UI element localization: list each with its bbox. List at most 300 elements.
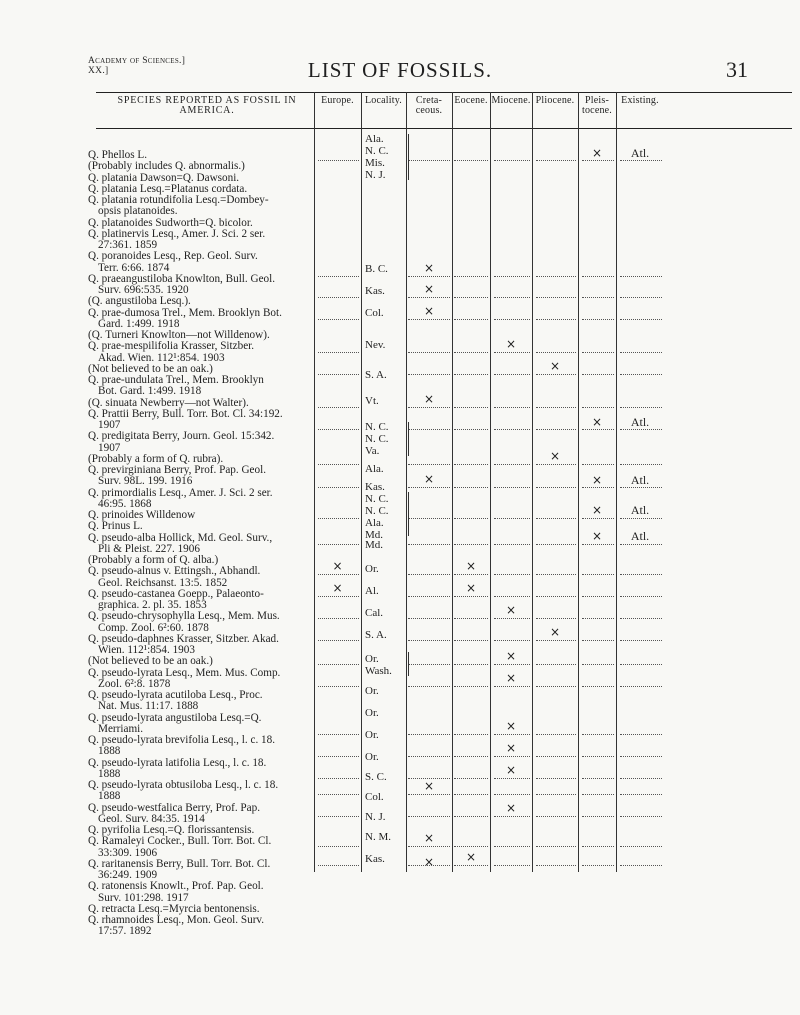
species-line: Terr. 6:66. 1874 (98, 261, 170, 274)
leader-dots (318, 407, 359, 408)
leader-dots (536, 374, 576, 375)
leader-dots (620, 574, 662, 575)
leader-dots (494, 640, 530, 641)
species-line: Q. pseudo-lyrata Lesq., Mem. Mus. Comp. (88, 666, 281, 679)
species-line: Q. pseudo-lyrata latifolia Lesq., l. c. 18. (88, 756, 267, 769)
species-line: Q. pseudo-chrysophylla Lesq., Mem. Mus. (88, 610, 280, 623)
presence-mark: × (423, 261, 435, 275)
species-line: Bot. Gard. 1:499. 1918 (98, 385, 202, 398)
leader-dots (620, 865, 662, 866)
leader-dots (318, 734, 359, 735)
locality-value: Md. (365, 529, 384, 541)
leader-dots (582, 865, 614, 866)
leader-dots (318, 374, 359, 375)
leader-dots (494, 487, 530, 488)
species-line: Geol. Reichsanst. 13:5. 1852 (98, 576, 228, 589)
species-line: Q. Prattii Berry, Bull. Torr. Bot. Cl. 34:192. (88, 407, 283, 420)
presence-mark: × (423, 304, 435, 318)
species-line: Surv. 101:298. 1917 (98, 891, 189, 904)
leader-dots (536, 276, 576, 277)
leader-dots (494, 352, 530, 353)
presence-mark: × (505, 671, 517, 685)
presence-mark: × (505, 763, 517, 777)
leader-dots (620, 596, 662, 597)
leader-dots (582, 574, 614, 575)
leader-dots (454, 464, 488, 465)
leader-dots (318, 686, 359, 687)
grid-layer (96, 92, 792, 872)
leader-dots (454, 407, 488, 408)
species-line: Q. prae-mespilifolia Krasser, Sitzber. (88, 340, 255, 353)
leader-dots (318, 518, 359, 519)
leader-dots (454, 352, 488, 353)
leader-dots (536, 319, 576, 320)
species-line: (Q. sinuata Newberry—not Walter). (88, 396, 249, 409)
leader-dots (582, 544, 614, 545)
species-line: Q. pseudo-daphnes Krasser, Sitzber. Akad. (88, 632, 279, 645)
presence-mark: × (505, 603, 517, 617)
leader-dots (620, 618, 662, 619)
locality-value: Md. (365, 539, 384, 551)
leader-dots (318, 319, 359, 320)
leader-dots (620, 407, 662, 408)
species-line: Q. pseudo-castanea Goepp., Palaeonto- (88, 587, 264, 600)
presence-mark: × (505, 649, 517, 663)
presence-mark: × (549, 625, 561, 639)
species-line: Q. Prinus L. (88, 520, 143, 533)
leader-dots (494, 778, 530, 779)
species-line: 36:249. 1909 (98, 869, 158, 881)
species-line: (Not believed to be an oak.) (88, 655, 213, 668)
species-line: Q. pyrifolia Lesq.=Q. florissantensis. (88, 824, 255, 836)
leader-dots (318, 429, 359, 430)
species-line: Q. poranoides Lesq., Rep. Geol. Surv. (88, 250, 258, 263)
species-line: Akad. Wien. 112¹:854. 1903 (98, 351, 225, 364)
leader-dots (620, 686, 662, 687)
page-title: LIST OF FOSSILS. (307, 58, 493, 82)
locality-value: N. C. (365, 421, 389, 433)
leader-dots (408, 374, 450, 375)
species-line: Q. pseudo-alnus v. Ettingsh., Abhandl. (88, 565, 261, 578)
leader-dots (408, 640, 450, 641)
leader-dots (620, 297, 662, 298)
presence-mark: × (591, 473, 603, 487)
leader-dots (454, 374, 488, 375)
leader-dots (620, 487, 662, 488)
leader-dots (454, 778, 488, 779)
species-line: 27:361. 1859 (98, 239, 158, 251)
leader-dots (318, 487, 359, 488)
locality-value: N. C. (365, 505, 389, 517)
leader-dots (536, 464, 576, 465)
species-line: Q. praeangustiloba Knowlton, Bull. Geol. (88, 272, 276, 285)
leader-dots (582, 464, 614, 465)
leader-dots (582, 352, 614, 353)
leader-dots (494, 297, 530, 298)
leader-dots (494, 664, 530, 665)
leader-dots (408, 618, 450, 619)
leader-dots (582, 734, 614, 735)
leader-dots (494, 407, 530, 408)
leader-dots (318, 574, 359, 575)
leader-dots (536, 574, 576, 575)
leader-dots (536, 407, 576, 408)
species-line: Q. predigitata Berry, Journ. Geol. 15:342. (88, 430, 275, 443)
leader-dots (620, 352, 662, 353)
locality-value: Kas. (365, 853, 385, 865)
species-line: Q. Phellos L. (88, 149, 148, 161)
locality-value: Or. (365, 653, 379, 665)
presence-mark: × (332, 581, 343, 595)
leader-dots (408, 487, 450, 488)
column-header-eocene: Eocene. (454, 95, 488, 106)
locality-value: S. C. (365, 771, 387, 783)
leader-dots (582, 664, 614, 665)
leader-dots (582, 618, 614, 619)
leader-dots (454, 429, 488, 430)
species-line: Nat. Mus. 11:17. 1888 (98, 700, 199, 713)
species-line: 33:309. 1906 (98, 846, 158, 859)
leader-dots (408, 778, 450, 779)
leader-dots (620, 846, 662, 847)
species-line: Q. raritanensis Berry, Bull. Torr. Bot. Cl. (88, 857, 271, 870)
header-volume: XX.] (88, 66, 109, 76)
species-line: (Q. angustiloba Lesq.). (88, 295, 191, 308)
species-line: Q. prae-undulata Trel., Mem. Brooklyn (88, 374, 264, 386)
leader-dots (536, 686, 576, 687)
column-header-locality: Locality. (365, 95, 402, 106)
species-line: Q. previrginiana Berry, Prof. Pap. Geol. (88, 464, 267, 476)
column-header-europe: Europe. (321, 95, 354, 106)
leader-dots (454, 518, 488, 519)
leader-dots (408, 319, 450, 320)
leader-dots (408, 407, 450, 408)
leader-dots (454, 319, 488, 320)
leader-dots (408, 846, 450, 847)
species-line: Zool. 6²:8. 1878 (98, 677, 171, 690)
page-number: 31 (726, 57, 748, 82)
leader-dots (318, 778, 359, 779)
leader-dots (494, 734, 530, 735)
locality-value: Kas. (365, 481, 385, 493)
species-line: Wien. 112¹:854. 1903 (98, 644, 195, 656)
column-header-miocene: Miocene. (491, 95, 531, 106)
leader-dots (536, 794, 576, 795)
leader-dots (494, 464, 530, 465)
leader-dots (454, 596, 488, 597)
species-line: Q. platanoides Sudworth=Q. bicolor. (88, 216, 253, 229)
existing-value: Atl. (630, 529, 650, 543)
species-line: 17:57. 1892 (98, 925, 152, 938)
species-line: (Q. Turneri Knowlton—not Willdenow). (88, 329, 270, 341)
leader-dots (536, 618, 576, 619)
existing-value: Atl. (630, 503, 650, 517)
leader-dots (454, 297, 488, 298)
header-society: Academy of Sciences.] (88, 56, 186, 66)
species-line: Q. rhamnoides Lesq., Mon. Geol. Surv. (88, 914, 265, 926)
leader-dots (620, 429, 662, 430)
locality-value: Col. (365, 791, 384, 803)
leader-dots (582, 686, 614, 687)
leader-dots (494, 816, 530, 817)
presence-mark: × (549, 359, 561, 373)
locality-value: Or. (365, 751, 379, 763)
leader-dots (536, 596, 576, 597)
leader-dots (494, 544, 530, 545)
leader-dots (582, 778, 614, 779)
leader-dots (454, 816, 488, 817)
leader-dots (454, 865, 488, 866)
presence-mark: × (591, 146, 603, 160)
existing-value: Atl. (630, 146, 650, 160)
leader-dots (494, 596, 530, 597)
presence-mark: × (465, 559, 477, 573)
leader-dots (408, 756, 450, 757)
column-header-species: SPECIES REPORTED AS FOSSIL IN AMERICA. (117, 95, 297, 116)
leader-dots (318, 544, 359, 545)
column-header-pliocene: Pliocene. (535, 95, 575, 106)
leader-dots (408, 160, 450, 161)
leader-dots (536, 816, 576, 817)
locality-value: Col. (365, 307, 384, 319)
presence-mark: × (591, 529, 603, 543)
leader-dots (536, 640, 576, 641)
leader-dots (620, 756, 662, 757)
leader-dots (494, 846, 530, 847)
leader-dots (582, 429, 614, 430)
leader-dots (536, 756, 576, 757)
leader-dots (582, 319, 614, 320)
presence-mark: × (465, 581, 477, 595)
species-line: Q. pseudo-lyrata angustiloba Lesq.=Q. (88, 711, 262, 724)
leader-dots (454, 794, 488, 795)
locality-value: N. J. (365, 169, 386, 181)
leader-dots (620, 319, 662, 320)
species-line: 1907 (98, 419, 121, 431)
locality-value: N. M. (365, 831, 391, 843)
leader-dots (536, 846, 576, 847)
species-line: 1888 (98, 790, 121, 803)
leader-dots (494, 518, 530, 519)
locality-value: Or. (365, 729, 379, 741)
presence-mark: × (549, 449, 561, 463)
leader-dots (620, 374, 662, 375)
locality-value: Mis. (365, 157, 385, 169)
locality-value: Or. (365, 563, 379, 575)
leader-dots (536, 352, 576, 353)
leader-dots (620, 816, 662, 817)
species-line: Q. retracta Lesq.=Myrcia bentonensis. (88, 902, 260, 915)
species-line: Geol. Surv. 84:35. 1914 (98, 812, 205, 825)
brace (408, 134, 409, 180)
leader-dots (582, 518, 614, 519)
species-line: Q. prae-dumosa Trel., Mem. Brooklyn Bot. (88, 306, 282, 319)
leader-dots (454, 544, 488, 545)
brace (408, 652, 409, 676)
leader-dots (408, 664, 450, 665)
leader-dots (620, 734, 662, 735)
leader-dots (318, 276, 359, 277)
presence-mark: × (423, 831, 435, 845)
leader-dots (318, 816, 359, 817)
leader-dots (494, 756, 530, 757)
species-line: Q. platania Dawson=Q. Dawsoni. (88, 171, 240, 184)
leader-dots (620, 778, 662, 779)
species-line: Q. ratonensis Knowlt., Prof. Pap. Geol. (88, 880, 264, 893)
presence-mark: × (591, 415, 603, 429)
leader-dots (620, 640, 662, 641)
locality-value: N. C. (365, 433, 389, 445)
species-line: Q. prinoides Willdenow (88, 509, 196, 521)
leader-dots (620, 794, 662, 795)
leader-dots (582, 794, 614, 795)
locality-value: N. C. (365, 493, 389, 505)
leader-dots (536, 429, 576, 430)
species-line: 1888 (98, 745, 121, 758)
leader-dots (620, 544, 662, 545)
locality-value: N. J. (365, 811, 386, 823)
leader-dots (494, 865, 530, 866)
species-line: Surv. 98L. 199. 1916 (98, 475, 193, 488)
leader-dots (620, 664, 662, 665)
leader-dots (408, 464, 450, 465)
species-line: graphica. 2. pl. 35. 1853 (98, 599, 207, 611)
leader-dots (536, 865, 576, 866)
leader-dots (582, 756, 614, 757)
leader-dots (582, 596, 614, 597)
presence-mark: × (423, 392, 435, 406)
leader-dots (620, 518, 662, 519)
species-line: (Probably includes Q. abnormalis.) (88, 160, 245, 173)
species-line: Q. pseudo-westfalica Berry, Prof. Pap. (88, 801, 261, 814)
leader-dots (408, 276, 450, 277)
leader-dots (454, 276, 488, 277)
species-line: Surv. 696:535. 1920 (98, 284, 189, 296)
column-header-pleistocene: Pleis-tocene. (582, 95, 612, 116)
presence-mark: × (591, 503, 603, 517)
presence-mark: × (505, 801, 517, 815)
presence-mark: × (505, 337, 517, 351)
leader-dots (454, 574, 488, 575)
species-line: Q. pseudo-lyrata brevifolia Lesq., l. c. 18. (88, 734, 276, 746)
presence-mark: × (505, 741, 517, 755)
species-line: 1907 (98, 441, 121, 454)
leader-dots (318, 664, 359, 665)
leader-dots (408, 297, 450, 298)
species-line: (Not believed to be an oak.) (88, 362, 213, 375)
species-line: Q. pseudo-alba Hollick, Md. Geol. Surv., (88, 531, 273, 544)
locality-value: Ala. (365, 463, 384, 475)
species-line: Q. pseudo-lyrata obtusiloba Lesq., l. c. 18. (88, 779, 279, 791)
leader-dots (582, 487, 614, 488)
species-line: Q. pseudo-lyrata acutiloba Lesq., Proc. (88, 689, 263, 701)
leader-dots (408, 352, 450, 353)
leader-dots (454, 686, 488, 687)
leader-dots (494, 160, 530, 161)
leader-dots (408, 794, 450, 795)
locality-value: Nev. (365, 339, 386, 351)
leader-dots (582, 160, 614, 161)
leader-dots (454, 640, 488, 641)
leader-dots (494, 374, 530, 375)
leader-dots (536, 487, 576, 488)
leader-dots (494, 618, 530, 619)
leader-dots (318, 297, 359, 298)
leader-dots (408, 865, 450, 866)
leader-dots (494, 276, 530, 277)
presence-mark: × (332, 559, 343, 573)
leader-dots (454, 734, 488, 735)
leader-dots (582, 374, 614, 375)
species-line: Merriami. (98, 722, 144, 735)
leader-dots (408, 544, 450, 545)
species-line: 1888 (98, 767, 121, 780)
leader-dots (620, 464, 662, 465)
locality-value: Ala. (365, 133, 384, 145)
leader-dots (454, 846, 488, 847)
species-line: opsis platanoides. (98, 205, 178, 218)
leader-dots (494, 574, 530, 575)
leader-dots (582, 297, 614, 298)
locality-value: Cal. (365, 607, 384, 619)
species-line: Gard. 1:499. 1918 (98, 317, 180, 330)
species-line: Q. platinervis Lesq., Amer. J. Sci. 2 ser. (88, 227, 266, 240)
column-header-cretaceous: Creta-ceous. (415, 95, 443, 116)
leader-dots (494, 794, 530, 795)
leader-dots (318, 596, 359, 597)
leader-dots (454, 756, 488, 757)
leader-dots (536, 544, 576, 545)
locality-value: Vt. (365, 395, 379, 407)
presence-mark: × (505, 719, 517, 733)
leader-dots (582, 816, 614, 817)
leader-dots (582, 407, 614, 408)
leader-dots (318, 352, 359, 353)
locality-value: Va. (365, 445, 380, 457)
leader-dots (536, 734, 576, 735)
locality-value: Or. (365, 707, 379, 719)
presence-mark: × (465, 850, 477, 864)
presence-mark: × (423, 472, 435, 486)
species-line: 46:95. 1868 (98, 497, 152, 510)
locality-value: Or. (365, 685, 379, 697)
presence-mark: × (423, 779, 435, 793)
locality-value: S. A. (365, 369, 387, 381)
leader-dots (536, 778, 576, 779)
species-line: Pli & Pleist. 227. 1906 (98, 542, 200, 555)
leader-dots (536, 160, 576, 161)
leader-dots (582, 846, 614, 847)
brace (408, 492, 409, 536)
leader-dots (408, 518, 450, 519)
leader-dots (454, 160, 488, 161)
locality-value: N. C. (365, 145, 389, 157)
brace (408, 422, 409, 456)
leader-dots (582, 276, 614, 277)
leader-dots (318, 640, 359, 641)
leader-dots (582, 640, 614, 641)
column-header-existing: Existing. (621, 95, 659, 106)
existing-value: Atl. (630, 415, 650, 429)
leader-dots (454, 618, 488, 619)
leader-dots (620, 276, 662, 277)
locality-value: Wash. (365, 665, 392, 677)
leader-dots (408, 596, 450, 597)
locality-value: S. A. (365, 629, 387, 641)
leader-dots (318, 756, 359, 757)
species-line: Q. Ramaleyi Cocker., Bull. Torr. Bot. Cl. (88, 835, 272, 848)
leader-dots (408, 816, 450, 817)
